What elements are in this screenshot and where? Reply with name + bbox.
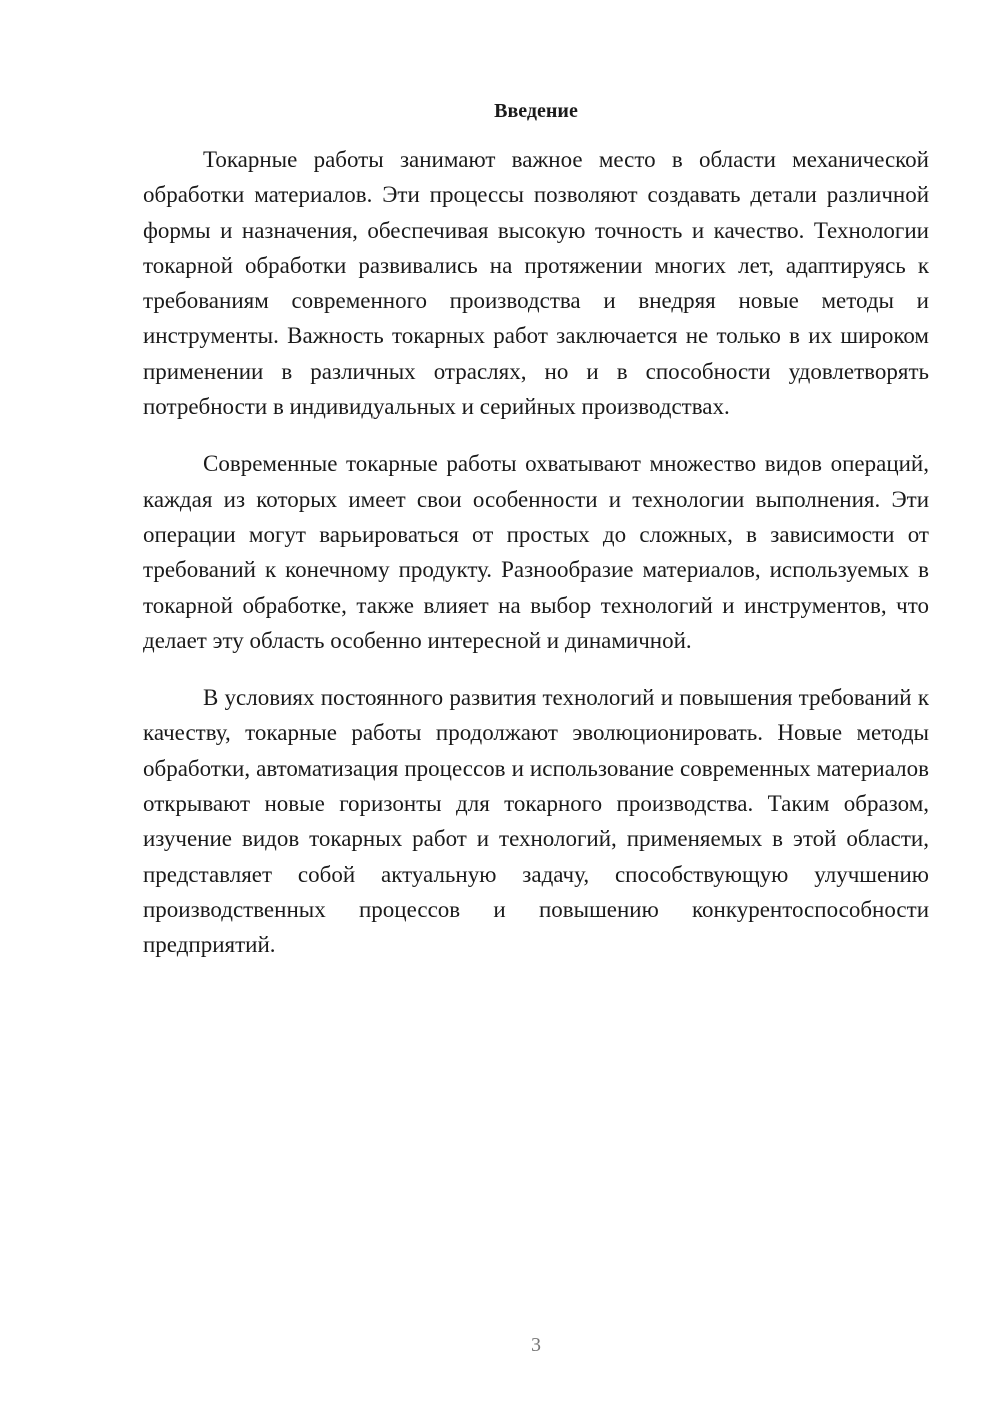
paragraph-3: В условиях постоянного развития технологий и повышения требований к качеству, токарные работы продолжают эволюционировать. Новые методы обработки, автоматизация процессов и использование современных материалов открывают новые горизонты для токарного производства. Таким образом, изучение видов токарных работ и технологий, применяемых в этой области, представляет собой актуальную задачу, способствующую улучшению производственных процессов и повышению конкурентоспособности предприятий. bbox=[143, 685, 929, 958]
page-number: 3 bbox=[531, 1334, 541, 1356]
paragraph-1: Токарные работы занимают важное место в области механической обработки материалов. Эти процессы позволяют создавать детали различной формы и назначения, обеспечивая высокую точность и качество. Технологии токарной обработки развивались на протяжении многих лет, адаптируясь к требованиям современного производства и внедряя новые методы и инструменты. Важность токарных работ заключается не только в их широком применении в различных отраслях, но и в способности удовлетворять потребности в индивидуальных и серийных производствах. bbox=[143, 147, 929, 420]
paragraph-2: Современные токарные работы охватывают множество видов операций, каждая из которых имеет свои особенности и технологии выполнения. Эти операции могут варьироваться от простых до сложных, в зависимости от требований к конечному продукту. Разнообразие материалов, используемых в токарной обработке, также влияет на выбор технологий и инструментов, что делает эту область особенно интересной и динамичной. bbox=[143, 451, 929, 653]
body-text bbox=[143, 142, 929, 985]
section-heading: Введение bbox=[494, 100, 578, 122]
